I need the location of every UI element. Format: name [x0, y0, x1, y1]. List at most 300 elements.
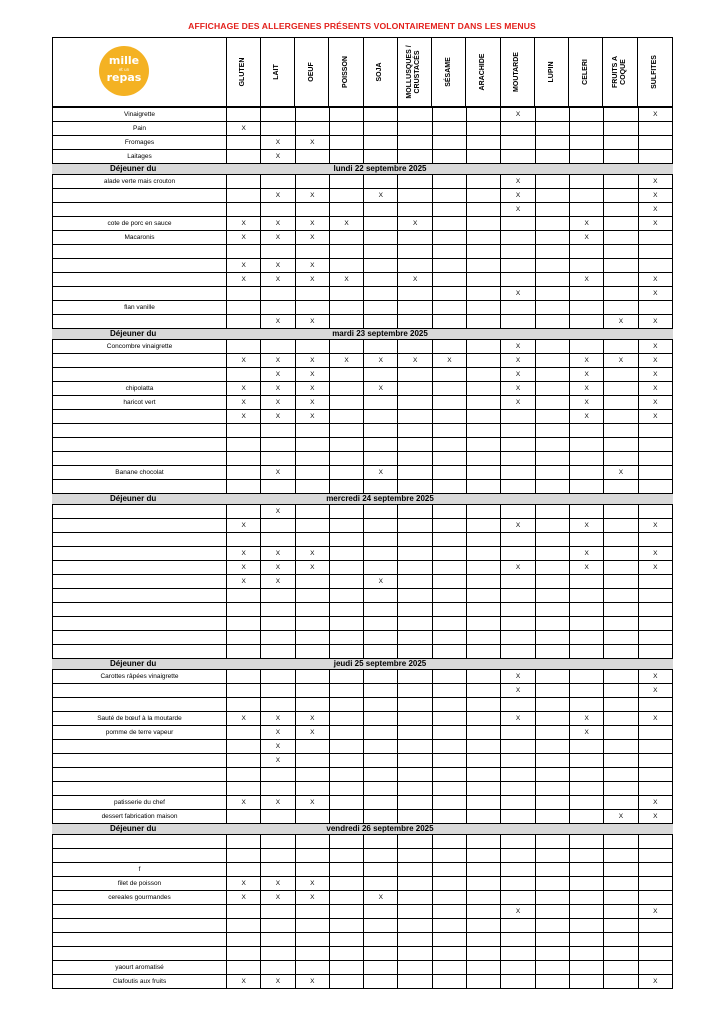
allergen-mark-cell: X [638, 108, 672, 122]
allergen-mark-cell [467, 452, 501, 466]
allergen-col-poisson [329, 38, 363, 106]
allergen-mark-cell [295, 203, 329, 217]
allergen-mark-cell [638, 122, 672, 136]
allergen-mark-cell [638, 726, 672, 740]
allergen-mark-cell [569, 175, 603, 189]
allergen-mark-cell [398, 287, 432, 301]
allergen-mark-cell [467, 382, 501, 396]
allergen-mark-cell [295, 754, 329, 768]
logo-text-repas: repas [106, 71, 142, 84]
allergen-mark-cell [329, 754, 363, 768]
allergen-mark-cell [295, 438, 329, 452]
allergen-mark-cell: X [227, 396, 261, 410]
allergen-mark-cell [364, 754, 398, 768]
allergen-mark-cell [501, 301, 535, 315]
allergen-mark-cell [364, 961, 398, 975]
allergen-mark-cell [638, 645, 672, 659]
allergen-mark-cell [467, 768, 501, 782]
allergen-mark-cell: X [364, 575, 398, 589]
allergen-mark-cell [364, 975, 398, 989]
allergen-mark-cell [604, 712, 638, 726]
table-row [53, 589, 673, 603]
allergen-mark-cell [329, 480, 363, 494]
allergen-mark-cell [535, 287, 569, 301]
table-row [53, 480, 673, 494]
allergen-mark-cell [569, 754, 603, 768]
allergen-mark-cell [261, 617, 295, 631]
table-row [53, 905, 673, 919]
allergen-mark-cell [364, 396, 398, 410]
allergen-mark-cell [329, 466, 363, 480]
allergen-mark-cell [535, 466, 569, 480]
allergen-mark-cell [432, 796, 466, 810]
allergen-mark-cell [535, 533, 569, 547]
table-row [53, 617, 673, 631]
allergen-mark-cell [261, 645, 295, 659]
allergen-mark-cell [604, 961, 638, 975]
dish-name-cell [53, 273, 227, 287]
dish-name-cell [53, 617, 227, 631]
dish-name-cell [53, 754, 227, 768]
dish-name-cell [53, 505, 227, 519]
allergen-mark-cell [329, 547, 363, 561]
allergen-mark-cell [364, 108, 398, 122]
allergen-mark-cell [535, 810, 569, 824]
allergen-mark-cell [261, 905, 295, 919]
allergen-mark-cell [432, 505, 466, 519]
allergen-mark-cell [432, 108, 466, 122]
allergen-mark-cell: X [569, 354, 603, 368]
allergen-mark-cell [604, 933, 638, 947]
allergen-mark-cell [467, 354, 501, 368]
allergen-mark-cell [329, 561, 363, 575]
allergen-label: MOLLUSQUES / CRUSTACÉS [406, 45, 422, 99]
allergen-mark-cell [261, 533, 295, 547]
allergen-mark-cell [329, 136, 363, 150]
allergen-mark-cell [295, 670, 329, 684]
allergen-mark-cell [398, 891, 432, 905]
allergen-mark-cell [467, 136, 501, 150]
allergen-mark-cell: X [569, 547, 603, 561]
allergen-mark-cell: X [638, 810, 672, 824]
allergen-mark-cell [467, 368, 501, 382]
allergen-mark-cell [467, 217, 501, 231]
allergen-mark-cell [535, 217, 569, 231]
allergen-mark-cell [604, 603, 638, 617]
day-header-label: Déjeuner du [110, 659, 157, 668]
allergen-mark-cell [398, 782, 432, 796]
allergen-mark-cell [604, 424, 638, 438]
allergen-mark-cell [604, 782, 638, 796]
allergen-mark-cell [501, 863, 535, 877]
allergen-mark-cell [467, 340, 501, 354]
allergen-mark-cell [227, 782, 261, 796]
allergen-mark-cell [501, 726, 535, 740]
allergen-mark-cell [329, 231, 363, 245]
allergen-mark-cell [501, 919, 535, 933]
allergen-mark-cell [604, 150, 638, 164]
table-row [53, 189, 673, 203]
table-row [53, 452, 673, 466]
allergen-mark-cell [432, 231, 466, 245]
allergen-mark-cell [364, 175, 398, 189]
allergen-mark-cell [329, 782, 363, 796]
allergen-mark-cell [569, 631, 603, 645]
allergen-mark-cell [432, 287, 466, 301]
allergen-mark-cell: X [364, 466, 398, 480]
allergen-mark-cell [467, 740, 501, 754]
allergen-mark-cell [535, 877, 569, 891]
allergen-mark-cell [604, 340, 638, 354]
allergen-col-fruits-a-coque [603, 38, 637, 106]
dish-name-cell [53, 835, 227, 849]
allergen-mark-cell: X [638, 712, 672, 726]
allergen-col-sulfites [638, 38, 672, 106]
allergen-mark-cell [501, 505, 535, 519]
allergen-label: SOJA [376, 62, 384, 82]
allergen-mark-cell [432, 150, 466, 164]
allergen-mark-cell: X [638, 175, 672, 189]
allergen-mark-cell: X [638, 684, 672, 698]
allergen-mark-cell [638, 617, 672, 631]
dish-name-cell [53, 933, 227, 947]
allergen-mark-cell [227, 108, 261, 122]
allergen-mark-cell [569, 863, 603, 877]
allergen-mark-cell [638, 150, 672, 164]
allergen-mark-cell [432, 947, 466, 961]
allergen-mark-cell [604, 877, 638, 891]
dish-name-cell [53, 410, 227, 424]
allergen-mark-cell [364, 849, 398, 863]
allergen-mark-cell: X [261, 975, 295, 989]
allergen-mark-cell [638, 698, 672, 712]
table-row [53, 768, 673, 782]
allergen-mark-cell [432, 466, 466, 480]
allergen-mark-cell: X [227, 231, 261, 245]
allergen-mark-cell [329, 189, 363, 203]
allergen-mark-cell [295, 631, 329, 645]
allergen-label: LAIT [273, 64, 281, 80]
allergen-label: SÉSAME [444, 57, 452, 87]
allergen-mark-cell [329, 589, 363, 603]
allergen-mark-cell [604, 231, 638, 245]
allergen-mark-cell [638, 505, 672, 519]
allergen-mark-cell [604, 684, 638, 698]
allergen-mark-cell: X [604, 354, 638, 368]
allergen-mark-cell [535, 354, 569, 368]
allergen-mark-cell [638, 575, 672, 589]
allergen-mark-cell [261, 933, 295, 947]
allergen-mark-cell [569, 698, 603, 712]
allergen-mark-cell: X [261, 754, 295, 768]
allergen-mark-cell [535, 368, 569, 382]
allergen-mark-cell [467, 919, 501, 933]
allergen-mark-cell [398, 877, 432, 891]
allergen-mark-cell [432, 382, 466, 396]
allergen-mark-cell [227, 754, 261, 768]
allergen-mark-cell [604, 382, 638, 396]
allergen-mark-cell: X [261, 315, 295, 329]
allergen-mark-cell: X [569, 382, 603, 396]
allergen-mark-cell [638, 768, 672, 782]
allergen-mark-cell [227, 480, 261, 494]
allergen-mark-cell [638, 424, 672, 438]
day-table [52, 669, 673, 824]
allergen-mark-cell [227, 340, 261, 354]
allergen-mark-cell: X [227, 547, 261, 561]
allergen-mark-cell: X [501, 684, 535, 698]
allergen-mark-cell [432, 891, 466, 905]
allergen-mark-cell [638, 933, 672, 947]
allergen-mark-cell [604, 863, 638, 877]
dish-name-cell: alade verte mais crouton [53, 175, 227, 189]
allergen-mark-cell [535, 122, 569, 136]
allergen-mark-cell [432, 589, 466, 603]
allergen-mark-cell [329, 505, 363, 519]
table-row [53, 175, 673, 189]
allergen-mark-cell [604, 849, 638, 863]
dish-name-cell [53, 575, 227, 589]
allergen-mark-cell [467, 754, 501, 768]
table-row [53, 561, 673, 575]
allergen-mark-cell [364, 368, 398, 382]
allergen-mark-cell: X [569, 396, 603, 410]
allergen-mark-cell [329, 617, 363, 631]
allergen-mark-cell [467, 438, 501, 452]
allergen-mark-cell: X [261, 726, 295, 740]
allergen-mark-cell [329, 712, 363, 726]
allergen-mark-cell [432, 424, 466, 438]
allergen-mark-cell [329, 396, 363, 410]
allergen-mark-cell [467, 849, 501, 863]
allergen-mark-cell: X [501, 175, 535, 189]
allergen-mark-cell [364, 505, 398, 519]
allergen-mark-cell [535, 575, 569, 589]
allergen-mark-cell [535, 259, 569, 273]
allergen-mark-cell: X [261, 136, 295, 150]
allergen-mark-cell: X [638, 354, 672, 368]
table-row [53, 533, 673, 547]
allergen-mark-cell [227, 933, 261, 947]
allergen-mark-cell [398, 712, 432, 726]
allergen-mark-cell: X [227, 575, 261, 589]
allergen-mark-cell [227, 684, 261, 698]
allergen-mark-cell [501, 835, 535, 849]
allergen-mark-cell: X [569, 410, 603, 424]
allergen-mark-cell [364, 835, 398, 849]
allergen-mark-cell [295, 782, 329, 796]
allergen-mark-cell: X [569, 368, 603, 382]
allergen-mark-cell [569, 919, 603, 933]
allergen-mark-cell [604, 726, 638, 740]
allergen-mark-cell [432, 631, 466, 645]
allergen-mark-cell [604, 547, 638, 561]
allergen-mark-cell [535, 203, 569, 217]
allergen-mark-cell [467, 108, 501, 122]
allergen-label: LUPIN [547, 61, 555, 83]
allergen-mark-cell [432, 301, 466, 315]
allergen-mark-cell [535, 782, 569, 796]
allergen-mark-cell [295, 684, 329, 698]
dish-name-cell: Concombre vinaigrette [53, 340, 227, 354]
allergen-label: SULFITES [650, 55, 658, 89]
allergen-mark-cell [569, 424, 603, 438]
allergen-mark-cell [329, 259, 363, 273]
allergen-mark-cell [535, 150, 569, 164]
table-row [53, 645, 673, 659]
allergen-label: FRUITS A COQUE [612, 55, 628, 89]
allergen-mark-cell [329, 684, 363, 698]
allergen-mark-cell [329, 645, 363, 659]
allergen-mark-cell [604, 245, 638, 259]
allergen-mark-cell [227, 452, 261, 466]
allergen-mark-cell [535, 768, 569, 782]
allergen-mark-cell: X [501, 382, 535, 396]
allergen-mark-cell [604, 533, 638, 547]
allergen-mark-cell [604, 754, 638, 768]
allergen-mark-cell [432, 259, 466, 273]
dish-name-cell [53, 452, 227, 466]
allergen-mark-cell [535, 670, 569, 684]
allergen-mark-cell [535, 645, 569, 659]
allergen-mark-cell [569, 301, 603, 315]
allergen-mark-cell [364, 933, 398, 947]
allergen-mark-cell [398, 466, 432, 480]
allergen-mark-cell [261, 438, 295, 452]
allergen-mark-cell [295, 122, 329, 136]
allergen-mark-cell: X [295, 396, 329, 410]
allergen-mark-cell [295, 947, 329, 961]
allergen-mark-cell [501, 603, 535, 617]
allergen-mark-cell: X [569, 712, 603, 726]
allergen-mark-cell: X [432, 354, 466, 368]
allergen-mark-cell: X [364, 891, 398, 905]
dish-name-cell [53, 740, 227, 754]
allergen-mark-cell: X [227, 354, 261, 368]
allergen-mark-cell: X [227, 891, 261, 905]
allergen-mark-cell [467, 961, 501, 975]
allergen-mark-cell [295, 480, 329, 494]
allergen-mark-cell: X [261, 561, 295, 575]
dish-name-cell: chipolatta [53, 382, 227, 396]
allergen-mark-cell [364, 287, 398, 301]
allergen-mark-cell: X [569, 519, 603, 533]
allergen-mark-cell [467, 150, 501, 164]
allergen-mark-cell: X [638, 547, 672, 561]
allergen-mark-cell: X [261, 231, 295, 245]
allergen-mark-cell [432, 712, 466, 726]
allergen-mark-cell: X [261, 217, 295, 231]
dish-name-cell [53, 698, 227, 712]
allergen-mark-cell [501, 975, 535, 989]
allergen-mark-cell [398, 947, 432, 961]
allergen-mark-cell [329, 961, 363, 975]
allergen-mark-cell [261, 849, 295, 863]
allergen-mark-cell [329, 203, 363, 217]
allergen-mark-cell: X [638, 396, 672, 410]
allergen-mark-cell [329, 575, 363, 589]
allergen-mark-cell [501, 768, 535, 782]
allergen-mark-cell [329, 891, 363, 905]
allergen-mark-cell [501, 740, 535, 754]
allergen-mark-cell [398, 505, 432, 519]
allergen-mark-cell [569, 849, 603, 863]
allergen-mark-cell [295, 905, 329, 919]
allergen-mark-cell [501, 259, 535, 273]
allergen-mark-cell [501, 810, 535, 824]
table-row [53, 782, 673, 796]
allergen-mark-cell [364, 740, 398, 754]
allergen-mark-cell [535, 273, 569, 287]
allergen-mark-cell [604, 575, 638, 589]
allergen-mark-cell [501, 547, 535, 561]
allergen-col-sesame [432, 38, 466, 106]
allergen-mark-cell [364, 273, 398, 287]
allergen-mark-cell [364, 698, 398, 712]
day-header-label: Déjeuner du [110, 164, 157, 173]
dish-name-cell: Sauté de bœuf à la moutarde [53, 712, 227, 726]
allergen-mark-cell [398, 259, 432, 273]
allergen-mark-cell [398, 933, 432, 947]
table-row [53, 726, 673, 740]
allergen-mark-cell [364, 424, 398, 438]
day-table [52, 504, 673, 659]
allergen-mark-cell [295, 575, 329, 589]
table-row [53, 273, 673, 287]
allergen-mark-cell [569, 961, 603, 975]
allergen-col-lait [261, 38, 295, 106]
allergen-mark-cell [295, 617, 329, 631]
allergen-mark-cell [569, 245, 603, 259]
table-row [53, 849, 673, 863]
allergen-mark-cell [467, 589, 501, 603]
allergen-mark-cell [364, 438, 398, 452]
allergen-mark-cell [261, 452, 295, 466]
allergen-mark-cell [535, 519, 569, 533]
allergen-mark-cell [501, 617, 535, 631]
dish-name-cell: Fromages [53, 136, 227, 150]
allergen-mark-cell [467, 480, 501, 494]
allergen-mark-cell [261, 480, 295, 494]
allergen-mark-cell [501, 533, 535, 547]
dish-name-cell [53, 589, 227, 603]
allergen-mark-cell [398, 835, 432, 849]
allergen-mark-cell: X [501, 670, 535, 684]
allergen-mark-cell [638, 480, 672, 494]
allergen-mark-cell [364, 645, 398, 659]
dish-name-cell: flan vanille [53, 301, 227, 315]
dish-name-cell [53, 259, 227, 273]
allergen-mark-cell: X [227, 217, 261, 231]
allergen-mark-cell: X [501, 203, 535, 217]
allergen-mark-cell [227, 203, 261, 217]
allergen-mark-cell [364, 796, 398, 810]
allergen-mark-cell [432, 175, 466, 189]
allergen-mark-cell [638, 891, 672, 905]
allergen-mark-cell [329, 740, 363, 754]
allergen-mark-cell [227, 947, 261, 961]
dish-name-cell [53, 782, 227, 796]
allergen-mark-cell [467, 505, 501, 519]
allergen-mark-cell: X [398, 354, 432, 368]
allergen-mark-cell [604, 947, 638, 961]
allergen-mark-cell [432, 754, 466, 768]
allergen-mark-cell [398, 670, 432, 684]
allergen-mark-cell: X [261, 273, 295, 287]
allergen-mark-cell [638, 754, 672, 768]
allergen-mark-cell [432, 575, 466, 589]
allergen-mark-cell [432, 368, 466, 382]
